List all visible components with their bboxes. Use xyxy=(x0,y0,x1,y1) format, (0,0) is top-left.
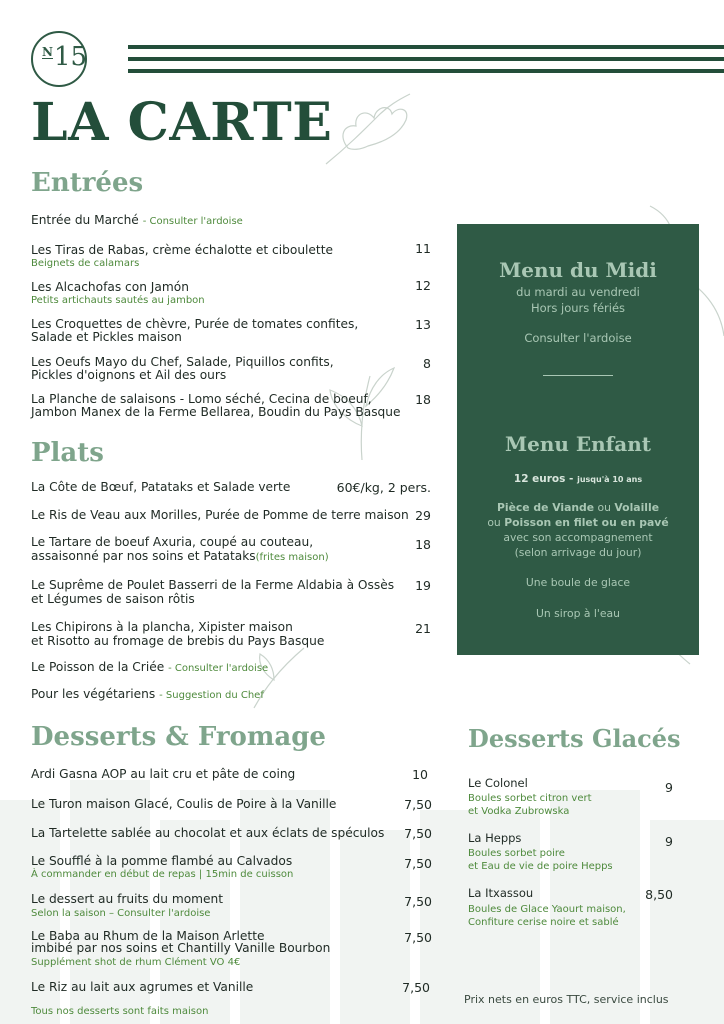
list-item-line2: assaisonné par nos soins et Patataks(frites maison) xyxy=(31,549,329,563)
item-price: 7,50 xyxy=(404,856,432,871)
list-item: Les Tiras de Rabas, crème échalotte et ciboulette xyxy=(31,243,333,257)
menu-enfant-line1: Pièce de Viande ou Volaille xyxy=(496,501,660,514)
menu-midi-title: Menu du Midi xyxy=(499,258,657,282)
item-price: 18 xyxy=(415,537,431,552)
list-item: Le Turon maison Glacé, Coulis de Poire à la Vanille xyxy=(31,797,337,811)
item-subtitle: Beignets de calamars xyxy=(31,258,140,269)
item-subtitle: Petits artichauts sautés au jambon xyxy=(31,295,205,306)
item-price: 7,50 xyxy=(404,930,432,945)
item-price: 13 xyxy=(415,317,431,332)
item-price: 60€/kg, 2 pers. xyxy=(336,480,431,495)
menu-enfant-line2: ou Poisson en filet ou en pavé xyxy=(487,516,669,529)
list-item: Les Alcachofas con Jamón xyxy=(31,280,189,294)
list-item: Les Croquettes de chèvre, Purée de tomates confites, xyxy=(31,317,359,331)
item-price: 18 xyxy=(415,392,431,407)
list-item: La Planche de salaisons - Lomo séché, Cecina de boeuf, xyxy=(31,392,372,406)
menu-enfant-line3: avec son accompagnement xyxy=(503,531,653,544)
menu-enfant-line5: Une boule de glace xyxy=(525,576,631,589)
plats-title: Plats xyxy=(31,438,104,468)
list-item-line2: Jambon Manex de la Ferme Bellarea, Boudin du Pays Basque xyxy=(31,405,401,419)
menu-midi-holidays: Hors jours fériés xyxy=(530,301,626,315)
item-price: 7,50 xyxy=(404,826,432,841)
menu-midi-ardoise: Consulter l'ardoise xyxy=(524,331,632,345)
item-price: 19 xyxy=(415,578,431,593)
desserts-title: Desserts & Fromage xyxy=(31,722,326,752)
list-item: Les Chipirons à la plancha, Xipister maison xyxy=(31,620,293,634)
logo-number: 15 xyxy=(54,42,88,72)
item-subtitle: et Vodka Zubrowska xyxy=(468,806,570,817)
list-item: Le Suprême de Poulet Basserri de la Ferme Aldabia à Ossès xyxy=(31,578,395,592)
page-title: LA CARTE xyxy=(31,92,333,153)
menu-enfant-price: 12 euros - jusqu'à 10 ans xyxy=(513,473,643,485)
list-item-line2: imbibé par nos soins et Chantilly Vanille Bourbon xyxy=(31,941,331,955)
logo-letter: N xyxy=(42,45,53,59)
list-item-line2: et Légumes de saison rôtis xyxy=(31,592,195,606)
entrees-title: Entrées xyxy=(31,168,144,198)
list-item: Les Oeufs Mayo du Chef, Salade, Piquillos confits, xyxy=(31,355,334,369)
list-item-line2: et Risotto au fromage de brebis du Pays Basque xyxy=(31,634,325,648)
list-item: Le Riz au lait aux agrumes et Vanille xyxy=(31,980,254,994)
menu-midi-days: du mardi au vendredi xyxy=(516,285,640,299)
item-subtitle: Selon la saison – Consulter l'ardoise xyxy=(31,908,211,919)
price-footer-note: Prix nets en euros TTC, service inclus xyxy=(464,993,669,1006)
list-item: Ardi Gasna AOP au lait cru et pâte de coing xyxy=(31,767,296,781)
list-item-line2: Pickles d'oignons et Ail des ours xyxy=(31,368,227,382)
list-item: Le dessert au fruits du moment xyxy=(31,892,224,906)
item-price: 21 xyxy=(415,621,431,636)
item-price: 29 xyxy=(415,508,431,523)
panel-divider xyxy=(543,375,613,376)
header-rule-2 xyxy=(128,57,724,61)
list-item: Pour les végétariens - Suggestion du Chef xyxy=(31,687,264,701)
item-subtitle: et Eau de vie de poire Hepps xyxy=(468,861,613,872)
desserts-footer: Tous nos desserts sont faits maison xyxy=(31,1006,209,1017)
item-subtitle: Boules sorbet citron vert xyxy=(468,793,592,804)
menu-enfant-title: Menu Enfant xyxy=(504,432,652,456)
item-price: 7,50 xyxy=(404,894,432,909)
item-subtitle: À commander en début de repas | 15min de cuisson xyxy=(31,869,294,880)
item-price: 9 xyxy=(665,834,673,849)
list-item: La Itxassou xyxy=(468,886,534,900)
item-price: 10 xyxy=(412,767,428,782)
glaces-title: Desserts Glacés xyxy=(468,724,681,753)
item-price: 7,50 xyxy=(404,797,432,812)
item-subtitle: Boules de Glace Yaourt maison, xyxy=(468,904,626,915)
oak-leaf-illustration xyxy=(318,86,418,170)
list-item: Le Soufflé à la pomme flambé au Calvados xyxy=(31,854,293,868)
item-subtitle: Boules sorbet poire xyxy=(468,848,565,859)
restaurant-logo xyxy=(31,31,87,87)
list-item: Le Colonel xyxy=(468,776,528,790)
header-rule-1 xyxy=(128,45,724,49)
list-item: Le Poisson de la Criée - Consulter l'ardoise xyxy=(31,660,269,674)
list-item: La Côte de Bœuf, Patataks et Salade verte xyxy=(31,480,291,494)
list-item: La Hepps xyxy=(468,831,522,845)
item-price: 11 xyxy=(415,241,431,256)
list-item: La Tartelette sablée au chocolat et aux éclats de spéculos xyxy=(31,826,385,840)
list-item: Le Baba au Rhum de la Maison Arlette xyxy=(31,929,265,943)
item-price: 12 xyxy=(415,278,431,293)
item-price: 7,50 xyxy=(402,980,430,995)
item-price: 9 xyxy=(665,780,673,795)
list-item: Le Ris de Veau aux Morilles, Purée de Pomme de terre maison xyxy=(31,508,409,522)
item-price: 8,50 xyxy=(645,887,673,902)
menu-enfant-line6: Un sirop à l'eau xyxy=(535,607,620,620)
header-rule-3 xyxy=(128,69,724,73)
list-item: Le Tartare de boeuf Axuria, coupé au couteau, xyxy=(31,535,314,549)
item-subtitle: Confiture cerise noire et sablé xyxy=(468,917,619,928)
menu-enfant-line4: (selon arrivage du jour) xyxy=(514,546,642,559)
item-price: 8 xyxy=(423,356,431,371)
item-subtitle: Supplément shot de rhum Clément VO 4€ xyxy=(31,957,241,968)
list-item: Entrée du Marché - Consulter l'ardoise xyxy=(31,213,243,227)
menus-panel xyxy=(457,224,699,655)
list-item-line2: Salade et Pickles maison xyxy=(31,330,182,344)
